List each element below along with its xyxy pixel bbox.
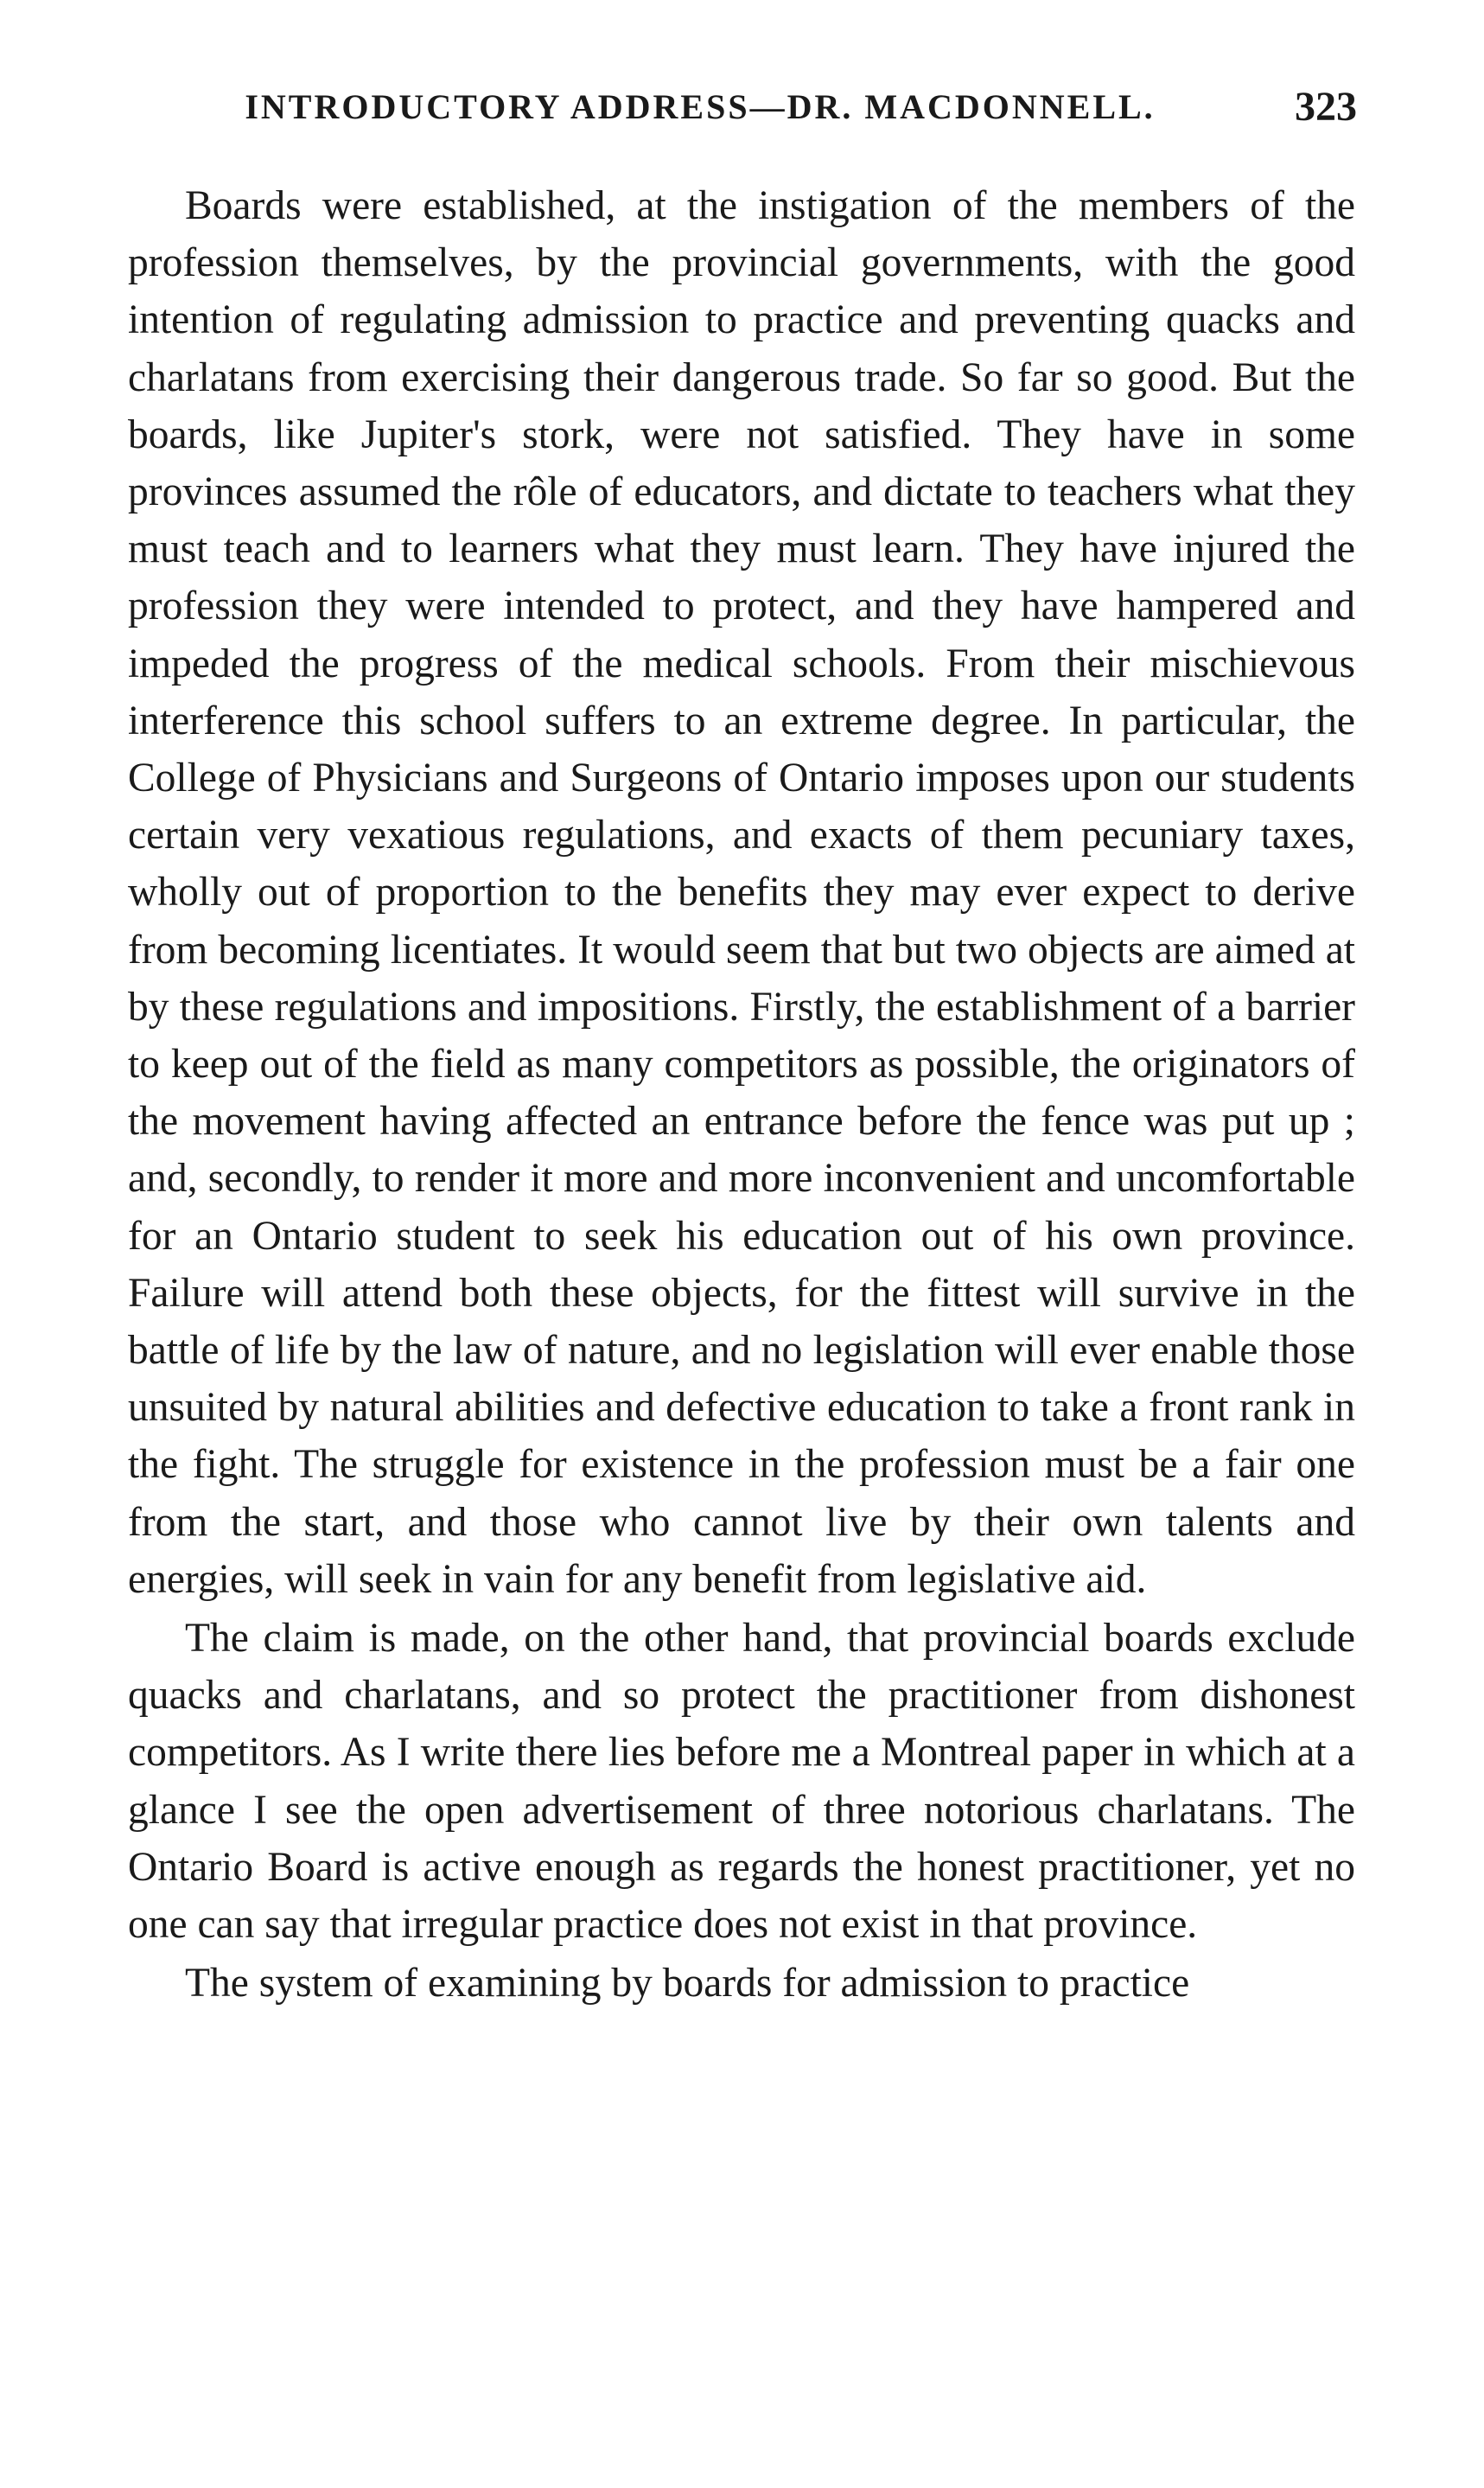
running-head bbox=[130, 86, 1357, 138]
body-text bbox=[128, 177, 1355, 2013]
running-title: INTRODUCTORY ADDRESS—DR. MACDONNELL. bbox=[245, 87, 1156, 126]
paragraph-3: The system of examining by boards for admission to practice bbox=[185, 1961, 1190, 2006]
paragraph-1: Boards were established, at the instigation of the members of the profession themselves, by the provincial governments, with the good intention of regulating admission to practice and preventing quacks and charlatans from exercising their dangerous trade. So far so good. But the boards, like Jupiter's stork, were not satisfied. They have in some provinces assumed the rôle of educators, and dictate to teachers what they must teach and to learners what they must learn. They have injured the profession they were intended to protect, and they have hampered and impeded the progress of the medical schools. From their mischievous interference this school suffers to an extreme degree. In particular, the College of Physicians and Surgeons of Ontario imposes upon our students certain very vexatious regulations, and exacts of them pecuniary taxes, wholly out of proportion to the benefits they may ever expect to derive from becoming licentiates. It would seem that but two objects are aimed at by these regulations and impositions. Firstly, the establishment of a barrier to keep out of the field as many competitors as possible, the originators of the movement having affected an entrance before the fence was put up ; and, secondly, to render it more and more inconvenient and uncomfortable for an Ontario student to seek his education out of his own province. Failure will attend both these objects, for the fittest will survive in the battle of life by the law of nature, and no legislation will ever enable those unsuited by natural abilities and defective education to take a front rank in the fight. The struggle for existence in the profession must be a fair one from the start, and those who cannot live by their own talents and energies, will seek in vain for any benefit from legislative aid. bbox=[128, 183, 1355, 1602]
page-number: 323 bbox=[1295, 84, 1357, 130]
paragraph-2: The claim is made, on the other hand, that provincial boards exclude quacks and charlatans, and so protect the practitioner from dishonest competitors. As I write there lies before me a Montreal paper in which at a glance I see the open advertisement of three notorious charlatans. The Ontario Board is active enough as regards the honest practitioner, yet no one can say that irregular practice does not exist in that province. bbox=[128, 1616, 1355, 1948]
